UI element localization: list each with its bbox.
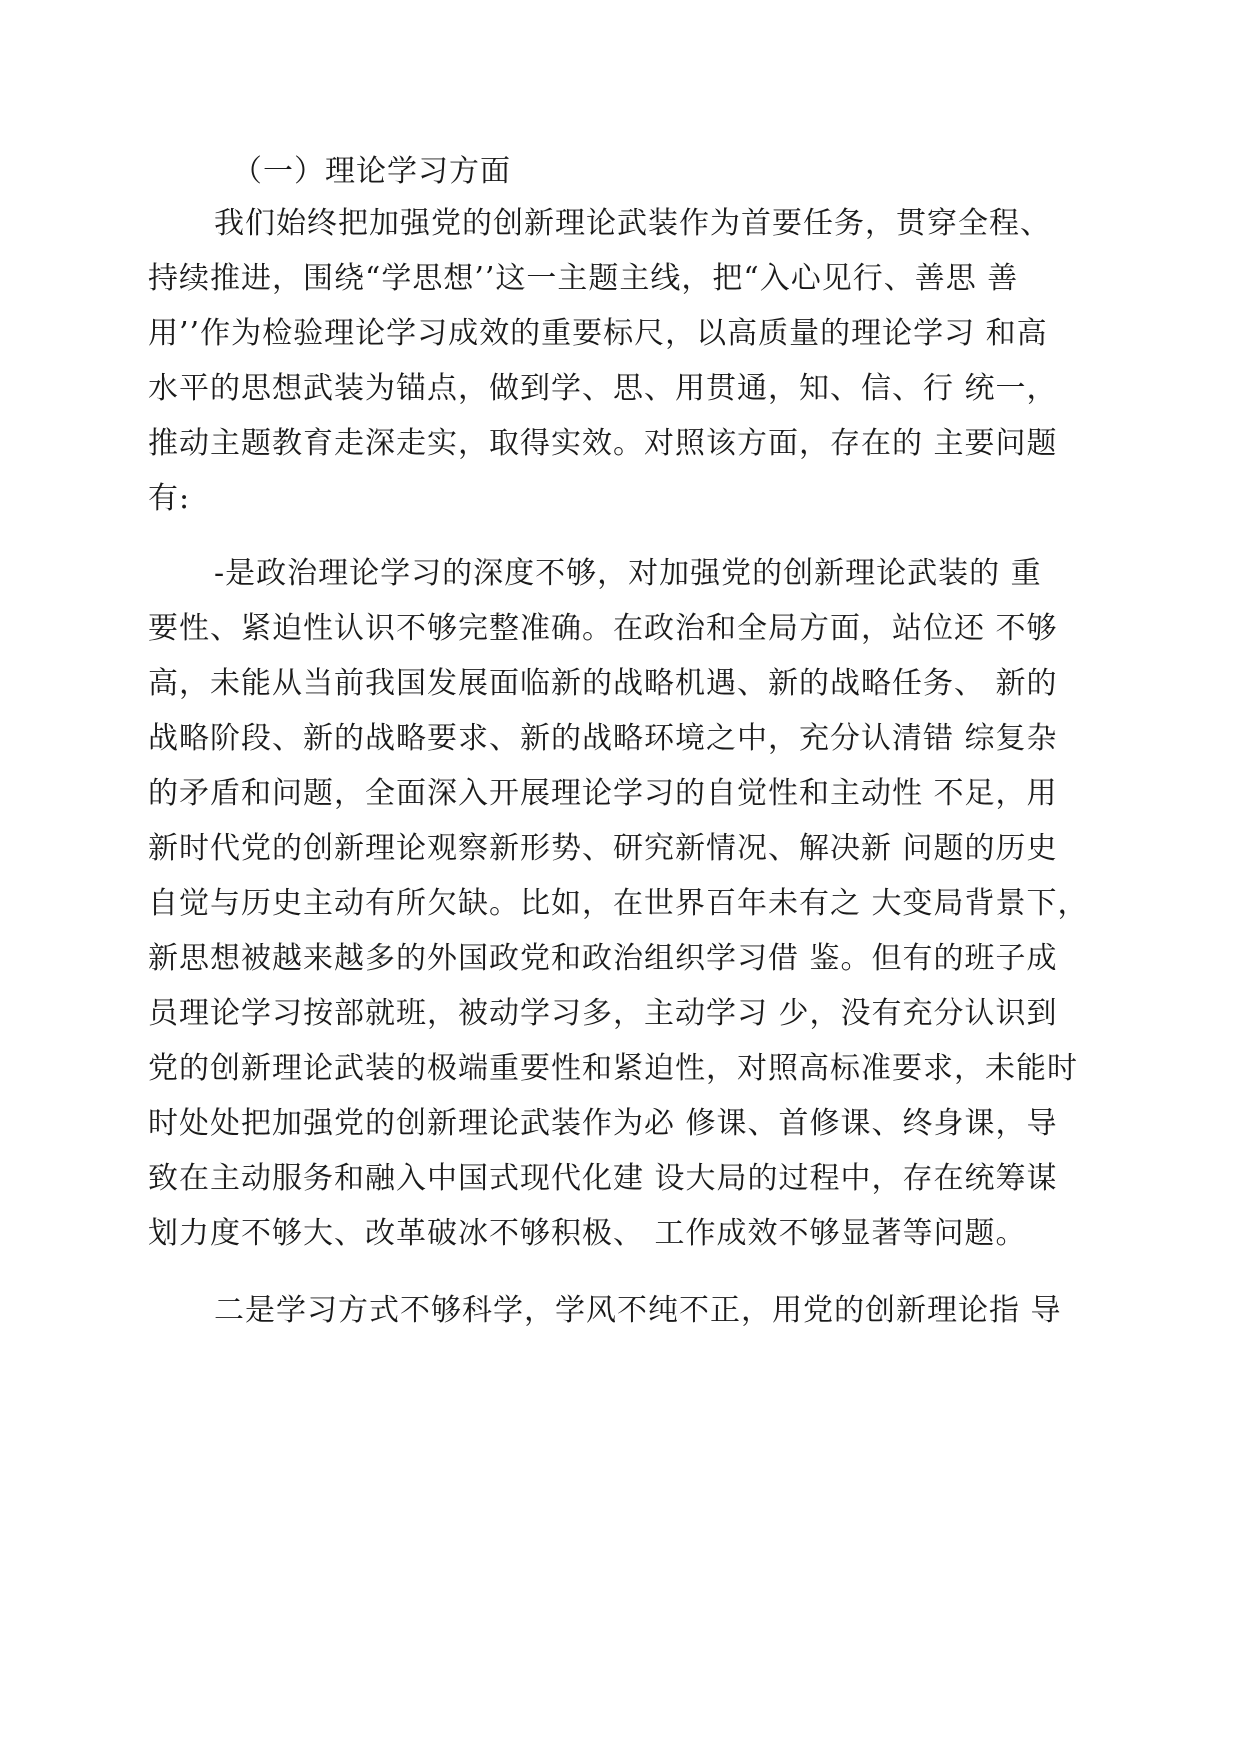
paragraph-line: 我们始终把加强党的创新理论武装作为首要任务，贯穿全程、	[214, 206, 1051, 241]
paragraph-line: 推动主题教育走深走实，取得实效。对照该方面，存在的 主要问题	[148, 426, 1058, 461]
paragraph-line: 高，未能从当前我国发展面临新的战略机遇、新的战略任务、 新的	[148, 666, 1058, 701]
paragraph-line: -是政治理论学习的深度不够，对加强党的创新理论武装的 重	[214, 556, 1042, 591]
paragraph-line: 新思想被越来越多的外国政党和政治组织学习借 鉴。但有的班子成	[148, 941, 1058, 976]
paragraph-line: 划力度不够大、改革破冰不够积极、 工作成效不够显著等问题。	[148, 1216, 1027, 1251]
paragraph-line: 有:	[148, 481, 191, 516]
paragraph-line: 战略阶段、新的战略要求、新的战略环境之中，充分认清错 综复杂	[148, 721, 1058, 756]
paragraph-line: 党的创新理论武装的极端重要性和紧迫性，对照高标准要求，未能时	[148, 1051, 1078, 1086]
section-heading: （一）理论学习方面	[232, 154, 511, 189]
paragraph-line: 员理论学习按部就班，被动学习多，主动学习 少，没有充分认识到	[148, 996, 1058, 1031]
paragraph-line: 新时代党的创新理论观察新形势、研究新情况、解决新 问题的历史	[148, 831, 1058, 866]
paragraph-line: 持续推进，围绕“学思想’’这一主题主线，把“入心见行、善思 善	[148, 261, 1019, 296]
paragraph-line: 用’’作为检验理论学习成效的重要标尺，以高质量的理论学习 和高	[148, 316, 1048, 351]
paragraph-line: 要性、紧迫性认识不够完整准确。在政治和全局方面，站位还 不够	[148, 611, 1058, 646]
paragraph-line: 水平的思想武装为锚点，做到学、思、用贯通，知、信、行 统一，	[148, 371, 1058, 406]
paragraph-line: 二是学习方式不够科学，学风不纯不正，用党的创新理论指 导	[214, 1293, 1062, 1328]
paragraph-line: 时处处把加强党的创新理论武装作为必 修课、首修课、终身课，导	[148, 1106, 1058, 1141]
paragraph-line: 致在主动服务和融入中国式现代化建 设大局的过程中，存在统筹谋	[148, 1161, 1058, 1196]
paragraph-line: 自觉与历史主动有所欠缺。比如，在世界百年未有之 大变局背景下，	[148, 886, 1089, 921]
paragraph-line: 的矛盾和问题，全面深入开展理论学习的自觉性和主动性 不足，用	[148, 776, 1058, 811]
